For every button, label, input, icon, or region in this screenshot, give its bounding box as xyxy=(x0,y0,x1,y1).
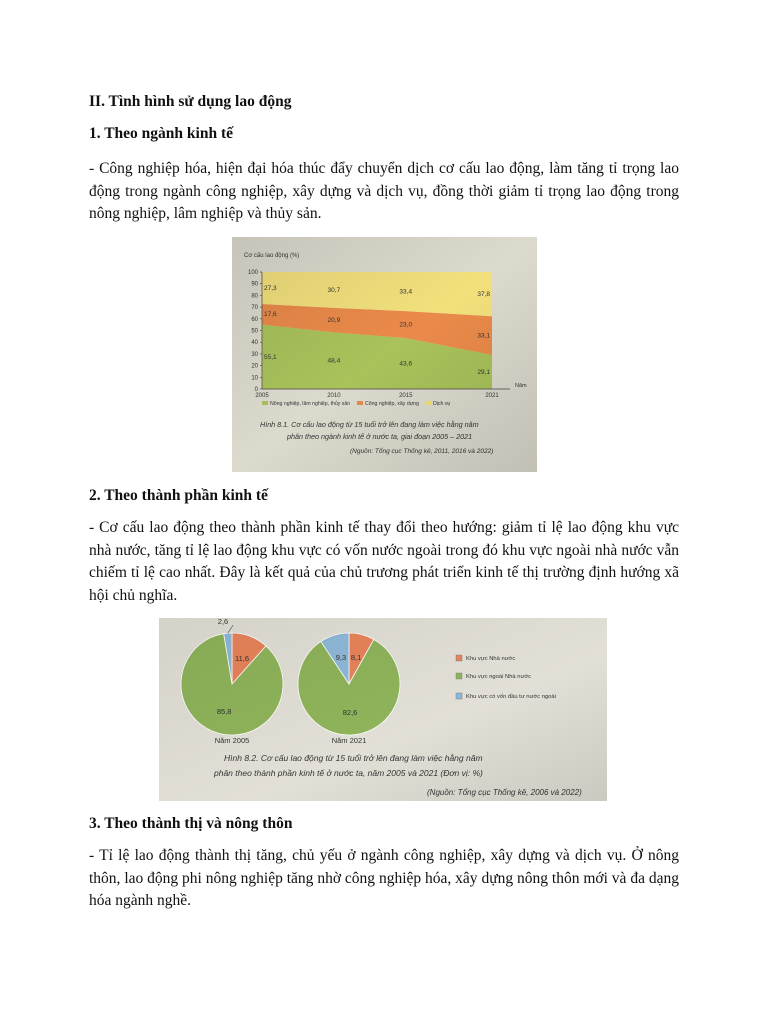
paragraph-urban-rural: - Tỉ lệ lao động thành thị tăng, chủ yếu ở ngành công nghiệp, xây dựng và dịch vụ. Ở nông thôn, lao động phi nông nghiệp tăng nhờ công nghiệp hóa, xây dựng nông thôn mới và đa dạng hóa ngành nghề. xyxy=(89,847,679,909)
subsection-title-industry: 1. Theo ngành kinh tế xyxy=(89,125,234,142)
pie-chart xyxy=(159,618,607,801)
area-chart xyxy=(232,237,537,472)
subsection-title-ownership: 2. Theo thành phần kinh tế xyxy=(89,487,268,504)
paragraph-ownership: - Cơ cấu lao động theo thành phần kinh tế thay đổi theo hướng: giảm tỉ lệ lao động khu vực nhà nước, tăng tỉ lệ lao động khu vực có vốn nước ngoài trong đó khu vực ngoài nhà nước vẫn chiếm tỉ lệ cao nhất. Đây là kết quả của chủ trương phát triển kinh tế thị trường định hướng xã hội chủ nghĩa. xyxy=(89,519,679,604)
area-chart-photo xyxy=(232,237,537,472)
pie-chart-photo xyxy=(159,618,607,801)
subsection-title-urban-rural: 3. Theo thành thị và nông thôn xyxy=(89,815,293,832)
section-title: II. Tình hình sử dụng lao động xyxy=(89,93,292,110)
paragraph-industry: - Công nghiệp hóa, hiện đại hóa thúc đẩy chuyển dịch cơ cấu lao động, làm tăng tỉ trọng lao động trong ngành công nghiệp, xây dựng và dịch vụ, đồng thời giảm tỉ trọng lao động trong nông nghiệp, lâm nghiệp và thủy sản. xyxy=(89,160,679,222)
